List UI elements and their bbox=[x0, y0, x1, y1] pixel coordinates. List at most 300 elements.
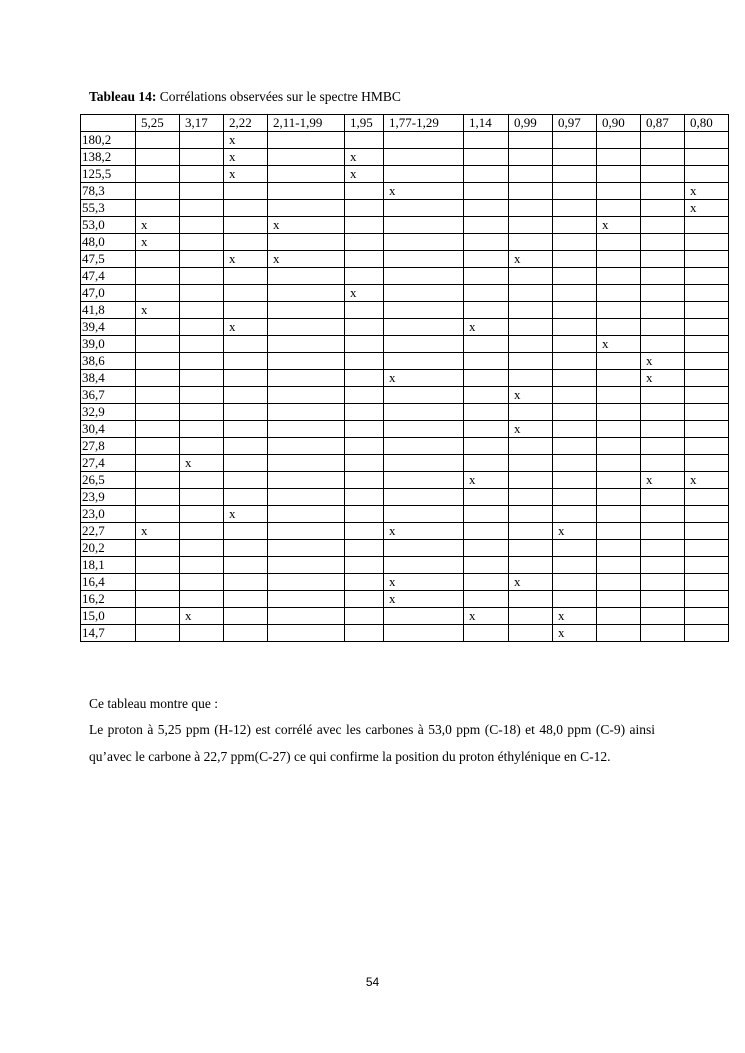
table-cell bbox=[224, 591, 268, 608]
table-cell bbox=[180, 387, 224, 404]
table-cell bbox=[597, 268, 641, 285]
table-row bbox=[81, 421, 729, 438]
row-label: 36,7 bbox=[81, 387, 136, 404]
table-cell bbox=[268, 285, 345, 302]
table-cell bbox=[464, 353, 509, 370]
table-cell bbox=[641, 489, 685, 506]
table-cell bbox=[180, 251, 224, 268]
table-cell bbox=[553, 200, 597, 217]
table-cell bbox=[685, 438, 729, 455]
table-cell bbox=[224, 353, 268, 370]
table-cell bbox=[509, 438, 553, 455]
table-cell bbox=[345, 234, 384, 251]
table-cell bbox=[553, 234, 597, 251]
table-cell bbox=[268, 404, 345, 421]
table-cell bbox=[224, 336, 268, 353]
table-cell: x bbox=[224, 506, 268, 523]
table-cell bbox=[553, 574, 597, 591]
row-label: 47,0 bbox=[81, 285, 136, 302]
table-cell bbox=[597, 506, 641, 523]
table-cell bbox=[641, 183, 685, 200]
table-cell bbox=[641, 200, 685, 217]
table-row bbox=[81, 489, 729, 506]
row-label: 78,3 bbox=[81, 183, 136, 200]
column-header: 0,99 bbox=[509, 115, 553, 132]
table-cell bbox=[180, 217, 224, 234]
table-cell bbox=[345, 591, 384, 608]
table-cell bbox=[464, 132, 509, 149]
table-cell bbox=[597, 285, 641, 302]
table-cell bbox=[685, 319, 729, 336]
table-cell bbox=[641, 251, 685, 268]
table-header-corner bbox=[81, 115, 136, 132]
table-cell bbox=[509, 489, 553, 506]
table-cell: x bbox=[509, 251, 553, 268]
table-caption-text: Corrélations observées sur le spectre HMBC bbox=[156, 89, 401, 104]
table-cell bbox=[464, 387, 509, 404]
table-row bbox=[81, 370, 729, 387]
table-row bbox=[81, 608, 729, 625]
table-cell bbox=[685, 370, 729, 387]
table-cell bbox=[641, 506, 685, 523]
table-cell bbox=[224, 302, 268, 319]
table-cell bbox=[345, 183, 384, 200]
table-cell bbox=[180, 523, 224, 540]
table-cell bbox=[685, 251, 729, 268]
table-cell bbox=[685, 132, 729, 149]
table-cell bbox=[509, 608, 553, 625]
table-cell bbox=[464, 523, 509, 540]
table-cell bbox=[345, 455, 384, 472]
table-cell bbox=[464, 438, 509, 455]
table-cell bbox=[597, 455, 641, 472]
table-cell: x bbox=[345, 166, 384, 183]
table-cell bbox=[180, 149, 224, 166]
table-cell: x bbox=[384, 183, 464, 200]
table-cell bbox=[641, 302, 685, 319]
table-cell bbox=[509, 234, 553, 251]
row-label: 14,7 bbox=[81, 625, 136, 642]
table-cell bbox=[597, 489, 641, 506]
table-cell bbox=[464, 370, 509, 387]
table-cell bbox=[268, 336, 345, 353]
table-cell bbox=[685, 404, 729, 421]
table-cell bbox=[641, 591, 685, 608]
table-cell bbox=[685, 608, 729, 625]
table-cell bbox=[685, 540, 729, 557]
table-cell bbox=[180, 557, 224, 574]
table-cell bbox=[345, 506, 384, 523]
table-cell bbox=[641, 149, 685, 166]
table-cell: x bbox=[553, 608, 597, 625]
table-cell bbox=[345, 557, 384, 574]
table-cell bbox=[180, 302, 224, 319]
table-cell bbox=[224, 540, 268, 557]
table-cell: x bbox=[384, 523, 464, 540]
table-cell bbox=[384, 506, 464, 523]
table-cell bbox=[464, 336, 509, 353]
table-cell bbox=[268, 625, 345, 642]
table-cell bbox=[384, 251, 464, 268]
row-label: 47,5 bbox=[81, 251, 136, 268]
table-cell bbox=[345, 302, 384, 319]
table-cell bbox=[384, 540, 464, 557]
table-cell bbox=[224, 574, 268, 591]
table-cell bbox=[268, 608, 345, 625]
table-cell bbox=[136, 438, 180, 455]
table-cell bbox=[345, 608, 384, 625]
table-cell bbox=[136, 183, 180, 200]
table-cell bbox=[464, 217, 509, 234]
table-cell: x bbox=[180, 608, 224, 625]
table-cell: x bbox=[180, 455, 224, 472]
row-label: 23,0 bbox=[81, 506, 136, 523]
table-cell: x bbox=[345, 285, 384, 302]
table-cell bbox=[685, 489, 729, 506]
table-cell bbox=[553, 438, 597, 455]
table-cell bbox=[509, 506, 553, 523]
table-cell bbox=[224, 523, 268, 540]
row-label: 180,2 bbox=[81, 132, 136, 149]
table-cell: x bbox=[464, 608, 509, 625]
table-cell bbox=[597, 234, 641, 251]
row-label: 15,0 bbox=[81, 608, 136, 625]
table-cell bbox=[345, 336, 384, 353]
table-cell bbox=[685, 268, 729, 285]
table-cell bbox=[136, 540, 180, 557]
table-cell bbox=[384, 455, 464, 472]
table-cell bbox=[268, 387, 345, 404]
table-cell bbox=[509, 472, 553, 489]
table-caption-label: Tableau 14: bbox=[89, 89, 157, 104]
table-cell bbox=[553, 387, 597, 404]
row-label: 125,5 bbox=[81, 166, 136, 183]
table-cell bbox=[597, 421, 641, 438]
column-header: 2,22 bbox=[224, 115, 268, 132]
table-cell bbox=[384, 268, 464, 285]
table-cell bbox=[597, 149, 641, 166]
table-cell: x bbox=[136, 234, 180, 251]
table-cell bbox=[180, 540, 224, 557]
row-label: 41,8 bbox=[81, 302, 136, 319]
table-cell bbox=[268, 540, 345, 557]
table-cell bbox=[384, 438, 464, 455]
column-header: 0,97 bbox=[553, 115, 597, 132]
table-cell bbox=[180, 404, 224, 421]
table-cell: x bbox=[136, 523, 180, 540]
table-cell bbox=[464, 506, 509, 523]
table-cell bbox=[345, 421, 384, 438]
table-cell bbox=[509, 319, 553, 336]
table-cell bbox=[509, 404, 553, 421]
table-cell bbox=[384, 234, 464, 251]
table-cell bbox=[180, 234, 224, 251]
table-caption bbox=[89, 89, 401, 105]
table-cell bbox=[597, 557, 641, 574]
table-cell: x bbox=[641, 472, 685, 489]
table-cell bbox=[224, 183, 268, 200]
table-cell bbox=[641, 234, 685, 251]
column-header: 0,87 bbox=[641, 115, 685, 132]
table-cell bbox=[384, 472, 464, 489]
table-cell bbox=[268, 455, 345, 472]
table-cell bbox=[641, 404, 685, 421]
table-cell bbox=[180, 421, 224, 438]
table-cell bbox=[136, 506, 180, 523]
table-cell bbox=[464, 183, 509, 200]
column-header: 5,25 bbox=[136, 115, 180, 132]
table-cell bbox=[345, 319, 384, 336]
table-cell bbox=[685, 387, 729, 404]
table-row bbox=[81, 523, 729, 540]
body-paragraph: Le proton à 5,25 ppm (H-12) est corrélé avec les carbones à 53,0 ppm (C-18) et 48,0 ppm (C-9) ainsi qu’avec le carbone à 22,7 ppm(C-27) ce qui confirme la position du proton éthylénique en C-12. bbox=[89, 722, 655, 764]
table-cell bbox=[180, 625, 224, 642]
table-cell bbox=[224, 285, 268, 302]
table-cell bbox=[553, 285, 597, 302]
table-cell bbox=[685, 217, 729, 234]
table-cell bbox=[641, 421, 685, 438]
row-label: 16,4 bbox=[81, 574, 136, 591]
table-cell bbox=[136, 268, 180, 285]
table-cell: x bbox=[384, 591, 464, 608]
table-cell bbox=[136, 353, 180, 370]
table-cell bbox=[464, 540, 509, 557]
table-cell bbox=[597, 625, 641, 642]
table-cell bbox=[180, 591, 224, 608]
table-cell bbox=[180, 319, 224, 336]
table-row bbox=[81, 166, 729, 183]
table-row bbox=[81, 302, 729, 319]
table-cell bbox=[384, 302, 464, 319]
table-cell bbox=[345, 625, 384, 642]
column-header: 2,11-1,99 bbox=[268, 115, 345, 132]
page-number: 54 bbox=[365, 975, 380, 989]
table-row bbox=[81, 319, 729, 336]
table-cell bbox=[268, 421, 345, 438]
table-cell bbox=[685, 421, 729, 438]
row-label: 27,8 bbox=[81, 438, 136, 455]
table-cell bbox=[464, 302, 509, 319]
table-cell: x bbox=[553, 523, 597, 540]
row-label: 18,1 bbox=[81, 557, 136, 574]
table-cell bbox=[224, 421, 268, 438]
table-cell bbox=[136, 625, 180, 642]
table-cell bbox=[553, 166, 597, 183]
table-cell bbox=[268, 166, 345, 183]
table-row bbox=[81, 268, 729, 285]
table-cell bbox=[136, 200, 180, 217]
table-cell bbox=[180, 574, 224, 591]
table-cell bbox=[597, 540, 641, 557]
table-cell bbox=[268, 183, 345, 200]
table-cell bbox=[597, 591, 641, 608]
table-row bbox=[81, 506, 729, 523]
table-cell bbox=[641, 455, 685, 472]
table-cell bbox=[553, 149, 597, 166]
row-label: 20,2 bbox=[81, 540, 136, 557]
table-cell bbox=[509, 149, 553, 166]
table-cell bbox=[509, 591, 553, 608]
table-cell bbox=[641, 523, 685, 540]
row-label: 55,3 bbox=[81, 200, 136, 217]
table-cell bbox=[268, 302, 345, 319]
table-cell bbox=[268, 200, 345, 217]
table-cell bbox=[180, 353, 224, 370]
table-cell bbox=[641, 319, 685, 336]
table-cell bbox=[553, 472, 597, 489]
table-cell bbox=[509, 625, 553, 642]
table-row bbox=[81, 387, 729, 404]
table-cell bbox=[553, 217, 597, 234]
row-label: 38,6 bbox=[81, 353, 136, 370]
table-cell bbox=[136, 404, 180, 421]
table-cell: x bbox=[685, 472, 729, 489]
table-cell bbox=[180, 506, 224, 523]
table-cell bbox=[268, 353, 345, 370]
table-cell bbox=[464, 404, 509, 421]
table-cell bbox=[685, 591, 729, 608]
table-cell bbox=[268, 557, 345, 574]
table-cell bbox=[345, 268, 384, 285]
table-cell bbox=[345, 217, 384, 234]
table-cell bbox=[597, 438, 641, 455]
table-cell bbox=[136, 132, 180, 149]
table-row bbox=[81, 625, 729, 642]
table-cell bbox=[597, 166, 641, 183]
table-cell bbox=[641, 574, 685, 591]
table-row bbox=[81, 472, 729, 489]
table-row bbox=[81, 336, 729, 353]
table-cell bbox=[345, 489, 384, 506]
table-cell bbox=[641, 166, 685, 183]
table-cell bbox=[553, 302, 597, 319]
table-cell bbox=[180, 370, 224, 387]
table-cell bbox=[685, 506, 729, 523]
table-cell bbox=[553, 557, 597, 574]
table-cell bbox=[180, 472, 224, 489]
table-cell bbox=[641, 285, 685, 302]
table-cell bbox=[345, 540, 384, 557]
table-cell bbox=[136, 166, 180, 183]
table-cell bbox=[268, 149, 345, 166]
table-cell bbox=[553, 336, 597, 353]
table-cell bbox=[553, 421, 597, 438]
table-cell bbox=[345, 200, 384, 217]
table-cell bbox=[464, 625, 509, 642]
table-cell bbox=[136, 149, 180, 166]
row-label: 23,9 bbox=[81, 489, 136, 506]
table-cell bbox=[136, 421, 180, 438]
table-cell bbox=[384, 217, 464, 234]
table-cell bbox=[224, 455, 268, 472]
table-cell bbox=[641, 438, 685, 455]
table-cell: x bbox=[597, 336, 641, 353]
table-cell bbox=[180, 268, 224, 285]
table-cell bbox=[464, 285, 509, 302]
table-cell bbox=[268, 523, 345, 540]
table-cell bbox=[597, 523, 641, 540]
table-cell bbox=[136, 370, 180, 387]
table-cell: x bbox=[509, 421, 553, 438]
table-cell bbox=[553, 489, 597, 506]
intro-sentence: Ce tableau montre que : bbox=[89, 696, 218, 711]
table-cell bbox=[224, 625, 268, 642]
table-cell bbox=[464, 574, 509, 591]
table-cell bbox=[464, 166, 509, 183]
table-cell bbox=[641, 268, 685, 285]
column-header: 3,17 bbox=[180, 115, 224, 132]
table-cell bbox=[180, 200, 224, 217]
table-cell bbox=[136, 489, 180, 506]
row-label: 27,4 bbox=[81, 455, 136, 472]
table-cell bbox=[641, 625, 685, 642]
table-cell: x bbox=[553, 625, 597, 642]
table-row bbox=[81, 353, 729, 370]
table-cell: x bbox=[345, 149, 384, 166]
table-cell bbox=[224, 370, 268, 387]
table-cell bbox=[224, 234, 268, 251]
table-cell bbox=[597, 353, 641, 370]
table-cell bbox=[224, 438, 268, 455]
row-label: 16,2 bbox=[81, 591, 136, 608]
table-cell bbox=[464, 591, 509, 608]
table-cell bbox=[136, 472, 180, 489]
table-cell bbox=[136, 251, 180, 268]
table-cell bbox=[384, 353, 464, 370]
table-row bbox=[81, 404, 729, 421]
table-cell bbox=[553, 251, 597, 268]
table-cell bbox=[597, 132, 641, 149]
column-header: 1,14 bbox=[464, 115, 509, 132]
table-cell bbox=[136, 336, 180, 353]
table-cell: x bbox=[597, 217, 641, 234]
table-row bbox=[81, 574, 729, 591]
row-label: 47,4 bbox=[81, 268, 136, 285]
table-cell: x bbox=[384, 370, 464, 387]
table-row bbox=[81, 540, 729, 557]
table-cell bbox=[685, 234, 729, 251]
table-cell: x bbox=[641, 370, 685, 387]
table-cell bbox=[345, 251, 384, 268]
table-cell: x bbox=[384, 574, 464, 591]
table-cell: x bbox=[464, 319, 509, 336]
table-cell bbox=[509, 183, 553, 200]
table-cell bbox=[641, 336, 685, 353]
table-header-row bbox=[81, 115, 729, 132]
table-cell bbox=[345, 404, 384, 421]
table-cell bbox=[345, 387, 384, 404]
table-cell bbox=[345, 574, 384, 591]
row-label: 48,0 bbox=[81, 234, 136, 251]
table-cell bbox=[685, 166, 729, 183]
table-cell bbox=[384, 625, 464, 642]
table-cell bbox=[553, 591, 597, 608]
row-label: 39,0 bbox=[81, 336, 136, 353]
table-cell bbox=[384, 166, 464, 183]
table-cell bbox=[224, 404, 268, 421]
row-label: 39,4 bbox=[81, 319, 136, 336]
table-cell bbox=[224, 557, 268, 574]
table-row bbox=[81, 251, 729, 268]
table-cell bbox=[685, 574, 729, 591]
table-cell bbox=[509, 268, 553, 285]
table-cell bbox=[597, 302, 641, 319]
table-cell bbox=[509, 166, 553, 183]
table-cell bbox=[685, 336, 729, 353]
column-header: 0,80 bbox=[685, 115, 729, 132]
table-cell bbox=[509, 285, 553, 302]
table-cell bbox=[136, 455, 180, 472]
